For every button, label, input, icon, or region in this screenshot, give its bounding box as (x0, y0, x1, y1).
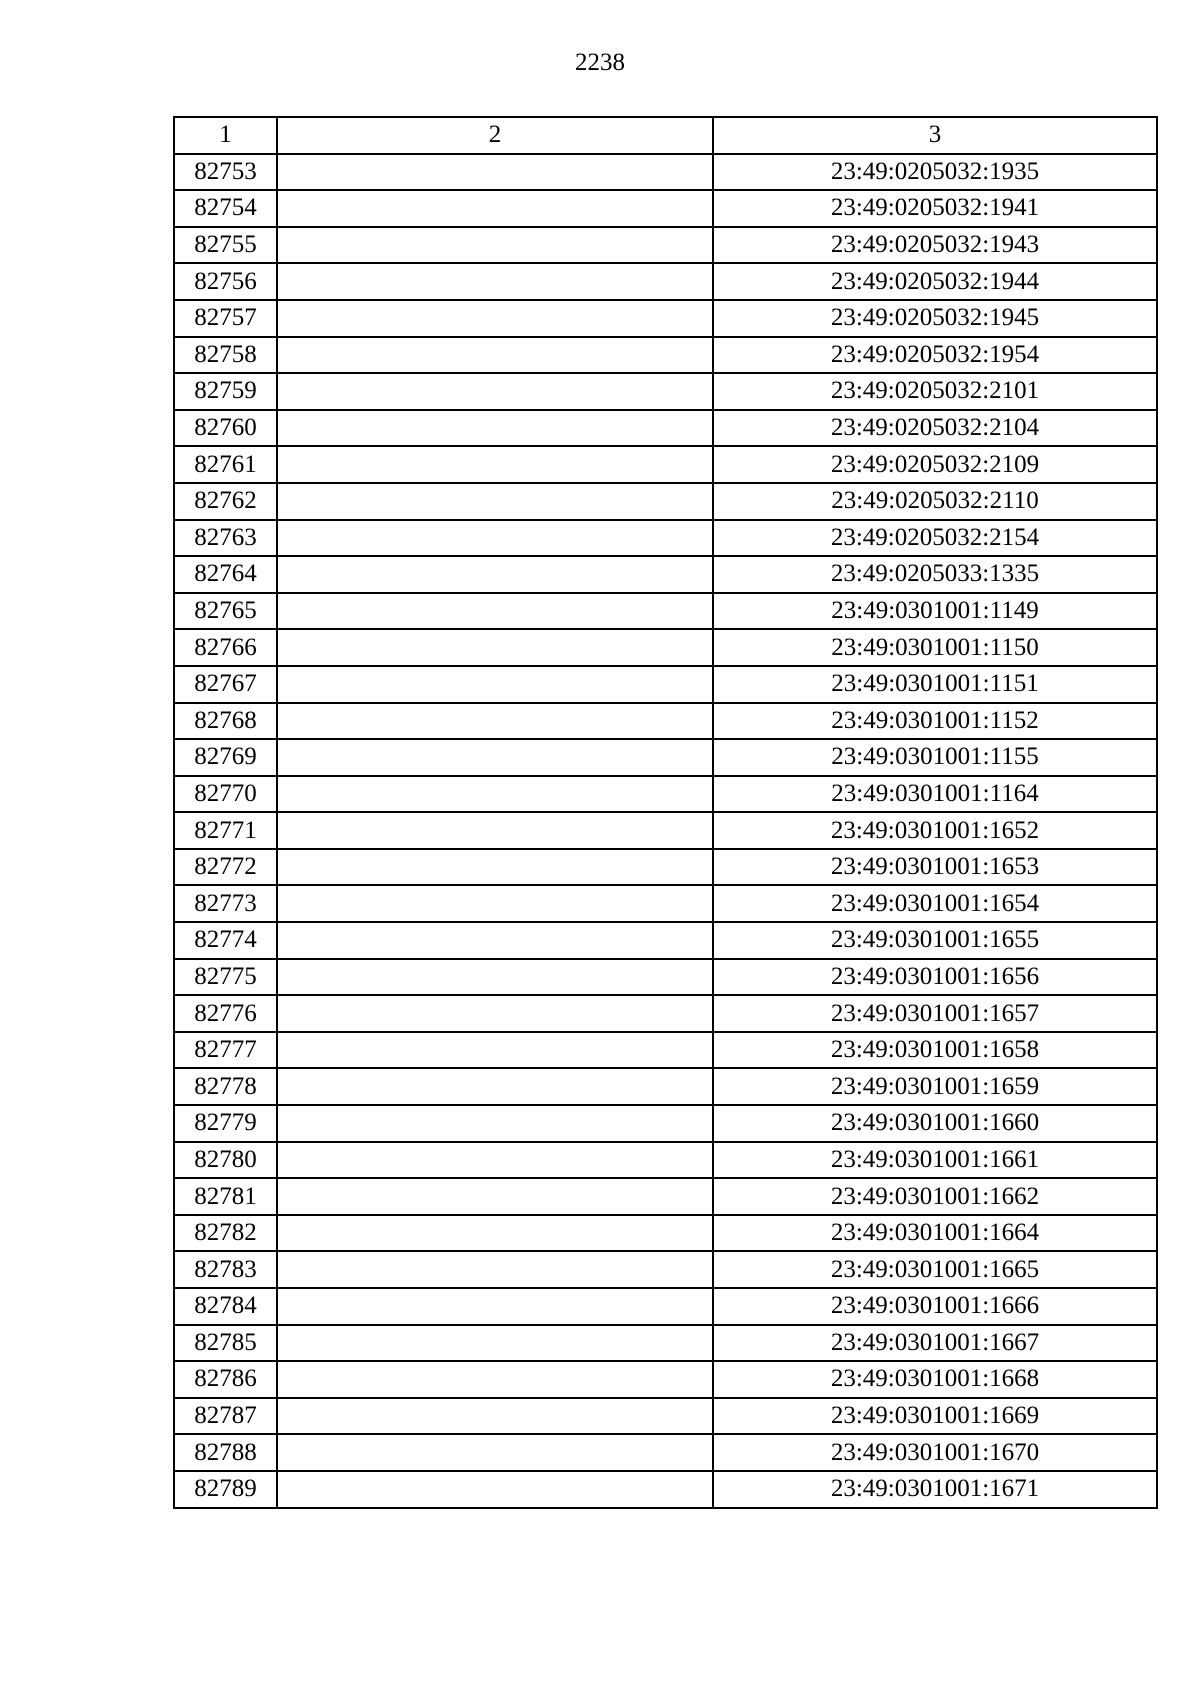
cadastral-number-cell: 23:49:0301001:1661 (713, 1142, 1157, 1179)
cadastral-number-cell: 23:49:0301001:1667 (713, 1325, 1157, 1362)
row-number-cell: 82781 (174, 1178, 277, 1215)
table-row (174, 739, 1157, 776)
row-description-cell (277, 300, 713, 337)
row-number-cell: 82760 (174, 410, 277, 447)
row-description-cell (277, 446, 713, 483)
row-number-cell: 82770 (174, 776, 277, 813)
row-description-cell (277, 739, 713, 776)
row-description-cell (277, 1142, 713, 1179)
table-body (174, 154, 1157, 1508)
table-row (174, 1398, 1157, 1435)
table-header-row (174, 117, 1157, 154)
table-row (174, 849, 1157, 886)
row-description-cell (277, 263, 713, 300)
row-description-cell (277, 1325, 713, 1362)
cadastral-number-cell: 23:49:0205032:1954 (713, 337, 1157, 374)
cadastral-number-cell: 23:49:0301001:1665 (713, 1251, 1157, 1288)
row-number-cell: 82778 (174, 1068, 277, 1105)
row-number-cell: 82785 (174, 1325, 277, 1362)
row-number-cell: 82777 (174, 1032, 277, 1069)
row-description-cell (277, 1361, 713, 1398)
row-description-cell (277, 483, 713, 520)
cadastral-number-cell: 23:49:0301001:1155 (713, 739, 1157, 776)
row-number-cell: 82774 (174, 922, 277, 959)
row-number-cell: 82758 (174, 337, 277, 374)
table-row (174, 1105, 1157, 1142)
cadastral-number-cell: 23:49:0301001:1151 (713, 666, 1157, 703)
row-description-cell (277, 1215, 713, 1252)
table-row (174, 1251, 1157, 1288)
row-number-cell: 82757 (174, 300, 277, 337)
row-description-cell (277, 556, 713, 593)
row-description-cell (277, 410, 713, 447)
row-description-cell (277, 629, 713, 666)
row-number-cell: 82772 (174, 849, 277, 886)
cadastral-number-cell: 23:49:0301001:1164 (713, 776, 1157, 813)
row-description-cell (277, 1251, 713, 1288)
table-row (174, 812, 1157, 849)
cadastral-number-cell: 23:49:0301001:1669 (713, 1398, 1157, 1435)
row-number-cell: 82762 (174, 483, 277, 520)
row-number-cell: 82761 (174, 446, 277, 483)
row-number-cell: 82767 (174, 666, 277, 703)
cadastral-number-cell: 23:49:0205032:2109 (713, 446, 1157, 483)
cadastral-number-cell: 23:49:0301001:1671 (713, 1471, 1157, 1508)
table-row (174, 1325, 1157, 1362)
column-header-1: 1 (174, 117, 277, 154)
row-description-cell (277, 593, 713, 630)
table-row (174, 410, 1157, 447)
row-description-cell (277, 666, 713, 703)
table-row (174, 556, 1157, 593)
column-header-2: 2 (277, 117, 713, 154)
table-row (174, 1288, 1157, 1325)
cadastral-number-cell: 23:49:0301001:1657 (713, 995, 1157, 1032)
table-row (174, 1178, 1157, 1215)
row-number-cell: 82759 (174, 373, 277, 410)
row-description-cell (277, 154, 713, 191)
table-row (174, 1215, 1157, 1252)
column-header-3: 3 (713, 117, 1157, 154)
table-row (174, 776, 1157, 813)
table-row (174, 885, 1157, 922)
row-number-cell: 82753 (174, 154, 277, 191)
cadastral-number-cell: 23:49:0301001:1668 (713, 1361, 1157, 1398)
row-number-cell: 82766 (174, 629, 277, 666)
table-row (174, 922, 1157, 959)
row-description-cell (277, 337, 713, 374)
row-description-cell (277, 1398, 713, 1435)
table-row (174, 1471, 1157, 1508)
cadastral-number-cell: 23:49:0205032:1943 (713, 227, 1157, 264)
row-description-cell (277, 812, 713, 849)
table-row (174, 446, 1157, 483)
row-number-cell: 82787 (174, 1398, 277, 1435)
row-description-cell (277, 1105, 713, 1142)
table-row (174, 666, 1157, 703)
cadastral-number-cell: 23:49:0205032:2104 (713, 410, 1157, 447)
page-number: 2238 (575, 49, 625, 76)
table-row (174, 593, 1157, 630)
cadastral-number-cell: 23:49:0301001:1656 (713, 959, 1157, 996)
table-row (174, 1434, 1157, 1471)
row-description-cell (277, 703, 713, 740)
row-number-cell: 82754 (174, 190, 277, 227)
row-number-cell: 82769 (174, 739, 277, 776)
table-row (174, 629, 1157, 666)
row-description-cell (277, 1068, 713, 1105)
cadastral-number-cell: 23:49:0301001:1652 (713, 812, 1157, 849)
row-description-cell (277, 959, 713, 996)
registry-table (173, 116, 1158, 1509)
row-number-cell: 82771 (174, 812, 277, 849)
row-description-cell (277, 190, 713, 227)
table-row (174, 190, 1157, 227)
table-row (174, 373, 1157, 410)
row-number-cell: 82783 (174, 1251, 277, 1288)
cadastral-number-cell: 23:49:0301001:1152 (713, 703, 1157, 740)
table-row (174, 995, 1157, 1032)
cadastral-number-cell: 23:49:0205032:1945 (713, 300, 1157, 337)
row-description-cell (277, 373, 713, 410)
cadastral-number-cell: 23:49:0301001:1664 (713, 1215, 1157, 1252)
cadastral-number-cell: 23:49:0301001:1659 (713, 1068, 1157, 1105)
table-row (174, 483, 1157, 520)
table-row (174, 1068, 1157, 1105)
row-number-cell: 82776 (174, 995, 277, 1032)
row-number-cell: 82773 (174, 885, 277, 922)
table-row (174, 154, 1157, 191)
row-description-cell (277, 922, 713, 959)
row-number-cell: 82765 (174, 593, 277, 630)
cadastral-number-cell: 23:49:0301001:1149 (713, 593, 1157, 630)
row-number-cell: 82789 (174, 1471, 277, 1508)
cadastral-number-cell: 23:49:0301001:1658 (713, 1032, 1157, 1069)
cadastral-number-cell: 23:49:0301001:1666 (713, 1288, 1157, 1325)
row-number-cell: 82786 (174, 1361, 277, 1398)
row-description-cell (277, 1434, 713, 1471)
cadastral-number-cell: 23:49:0205032:2154 (713, 520, 1157, 557)
cadastral-number-cell: 23:49:0301001:1660 (713, 1105, 1157, 1142)
row-number-cell: 82779 (174, 1105, 277, 1142)
cadastral-number-cell: 23:49:0301001:1662 (713, 1178, 1157, 1215)
table-row (174, 227, 1157, 264)
cadastral-number-cell: 23:49:0205032:2110 (713, 483, 1157, 520)
table-row (174, 263, 1157, 300)
row-description-cell (277, 1471, 713, 1508)
row-number-cell: 82756 (174, 263, 277, 300)
row-description-cell (277, 1032, 713, 1069)
row-number-cell: 82763 (174, 520, 277, 557)
row-description-cell (277, 1178, 713, 1215)
cadastral-number-cell: 23:49:0301001:1654 (713, 885, 1157, 922)
row-description-cell (277, 520, 713, 557)
row-description-cell (277, 227, 713, 264)
table-row (174, 1032, 1157, 1069)
row-number-cell: 82788 (174, 1434, 277, 1471)
table-row (174, 300, 1157, 337)
row-number-cell: 82764 (174, 556, 277, 593)
row-number-cell: 82782 (174, 1215, 277, 1252)
table-row (174, 520, 1157, 557)
cadastral-number-cell: 23:49:0205032:1935 (713, 154, 1157, 191)
row-description-cell (277, 1288, 713, 1325)
row-description-cell (277, 885, 713, 922)
table-row (174, 337, 1157, 374)
cadastral-number-cell: 23:49:0301001:1150 (713, 629, 1157, 666)
cadastral-number-cell: 23:49:0301001:1653 (713, 849, 1157, 886)
cadastral-number-cell: 23:49:0205033:1335 (713, 556, 1157, 593)
table-row (174, 703, 1157, 740)
row-description-cell (277, 995, 713, 1032)
row-number-cell: 82755 (174, 227, 277, 264)
row-number-cell: 82768 (174, 703, 277, 740)
row-number-cell: 82775 (174, 959, 277, 996)
table-row (174, 959, 1157, 996)
row-number-cell: 82780 (174, 1142, 277, 1179)
table-row (174, 1142, 1157, 1179)
row-description-cell (277, 776, 713, 813)
cadastral-number-cell: 23:49:0205032:2101 (713, 373, 1157, 410)
cadastral-number-cell: 23:49:0301001:1670 (713, 1434, 1157, 1471)
row-description-cell (277, 849, 713, 886)
cadastral-number-cell: 23:49:0301001:1655 (713, 922, 1157, 959)
row-number-cell: 82784 (174, 1288, 277, 1325)
cadastral-number-cell: 23:49:0205032:1941 (713, 190, 1157, 227)
cadastral-number-cell: 23:49:0205032:1944 (713, 263, 1157, 300)
table-row (174, 1361, 1157, 1398)
